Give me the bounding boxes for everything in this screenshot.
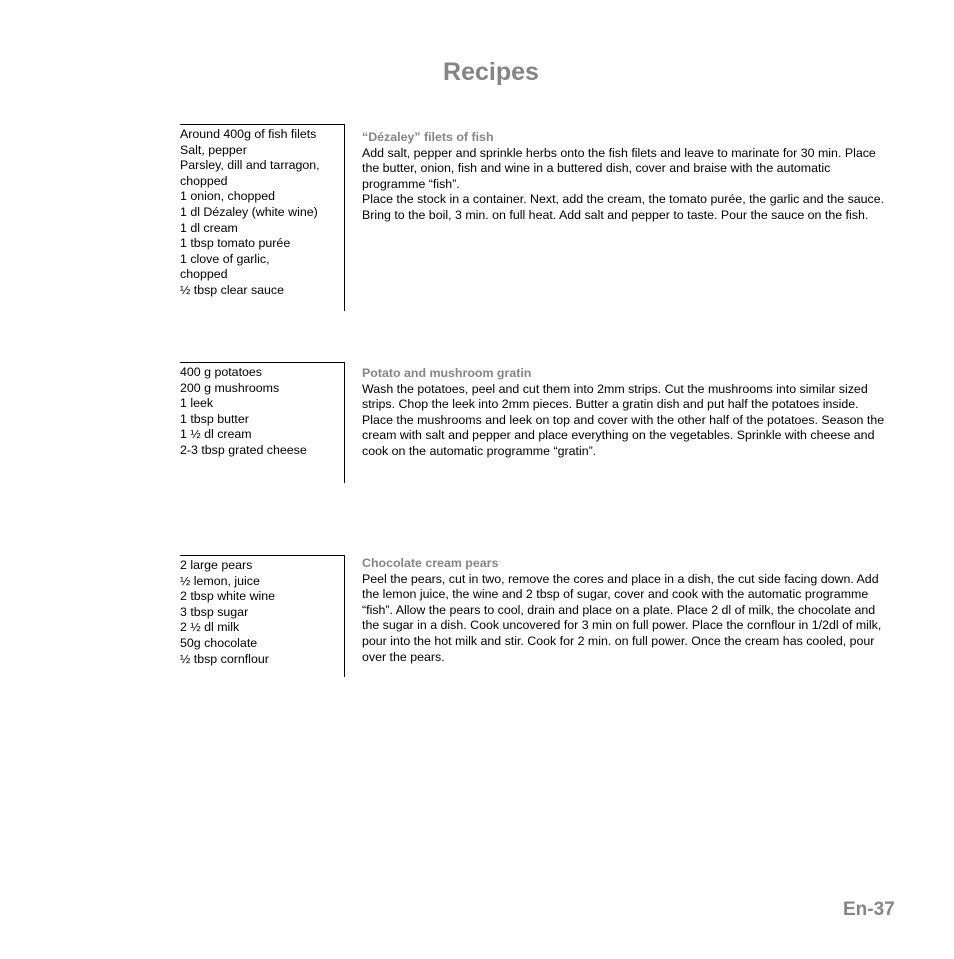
ingredients-list bbox=[180, 362, 345, 483]
ingredient-item: 1 leek bbox=[180, 396, 214, 411]
recipe-title: Potato and mushroom gratin bbox=[362, 366, 532, 380]
ingredient-item: 3 tbsp sugar bbox=[180, 604, 249, 619]
ingredients-list bbox=[180, 555, 345, 677]
ingredient-item: 1 ½ dl cream bbox=[180, 427, 252, 442]
ingredient-item: 1 dl Dézaley (white wine) bbox=[180, 204, 318, 219]
recipe-text bbox=[362, 382, 892, 460]
ingredient-item: 200 g mushrooms bbox=[180, 380, 280, 395]
ingredient-item: 1 clove of garlic, chopped bbox=[180, 251, 270, 282]
recipe-text bbox=[362, 572, 892, 666]
page-number: En-37 bbox=[843, 899, 895, 920]
ingredient-item: 1 dl cream bbox=[180, 220, 238, 235]
page-title: Recipes bbox=[443, 58, 539, 86]
recipe-paragraph: Wash the potatoes, peel and cut them into 2mm strips. Cut the mushrooms into similar sized strips. Chop the leek into 2mm pieces. Butter a gratin dish and put half the potatoes inside. Place the mushrooms and leek on top and cover with the other half of the potatoes. Season the cream with salt and pepper and place everything on the vegetables. Sprinkle with cheese and cook on the automatic programme “gratin”. bbox=[362, 381, 885, 458]
recipe-method bbox=[362, 130, 892, 224]
recipe-paragraph: Peel the pears, cut in two, remove the cores and place in a dish, the cut side facing down. Add the lemon juice, the wine and 2 tbsp of sugar, cover and cook with the automatic programme “fish”. Allow the pears to cool, drain and place on a plate. Place 2 dl of milk, the chocolate and the sugar in a dish. Cook uncovered for 3 min on full power. Place the cornflour in 1/2dl of milk, pour into the hot milk and stir. Cook for 2 min. on full power. Once the cream has cooled, pour over the pears. bbox=[362, 571, 882, 664]
ingredient-item: 2 ½ dl milk bbox=[180, 620, 240, 635]
ingredient-item: 400 g potatoes bbox=[180, 365, 262, 379]
recipe-method bbox=[362, 556, 892, 665]
ingredient-item: ½ tbsp cornflour bbox=[180, 651, 269, 666]
ingredient-item: 50g chocolate bbox=[180, 635, 258, 650]
ingredient-item: Salt, pepper bbox=[180, 142, 247, 157]
ingredient-item: 1 tbsp butter bbox=[180, 411, 249, 426]
recipe-text bbox=[362, 146, 892, 224]
ingredient-item: 2 tbsp white wine bbox=[180, 589, 276, 604]
recipe-title: Chocolate cream pears bbox=[362, 556, 499, 570]
ingredient-item: 2-3 tbsp grated cheese bbox=[180, 442, 307, 457]
ingredients-list bbox=[180, 124, 345, 311]
ingredient-item: Around 400g of fish filets bbox=[180, 127, 317, 141]
ingredient-item: 1 onion, chopped bbox=[180, 189, 276, 204]
ingredient-item: Parsley, dill and tarragon, chopped bbox=[180, 158, 320, 188]
recipe-method bbox=[362, 366, 892, 460]
recipe-title: “Dézaley” filets of fish bbox=[362, 130, 494, 144]
recipe-paragraph: Add salt, pepper and sprinkle herbs onto the fish filets and leave to marinate for 30 min. Place the butter, onion, fish and wine in a buttered dish, cover and braise with the automatic programme “fish”. bbox=[362, 145, 876, 191]
ingredient-item: ½ tbsp clear sauce bbox=[180, 282, 285, 297]
ingredient-item: 2 large pears bbox=[180, 558, 253, 572]
recipe-paragraph: Place the stock in a container. Next, add the cream, the tomato purée, the garlic and the sauce. Bring to the boil, 3 min. on full heat. Add salt and pepper to taste. Pour the sauce on the fish. bbox=[362, 192, 885, 222]
ingredient-item: ½ lemon, juice bbox=[180, 573, 260, 588]
ingredient-item: 1 tbsp tomato purée bbox=[180, 236, 291, 251]
